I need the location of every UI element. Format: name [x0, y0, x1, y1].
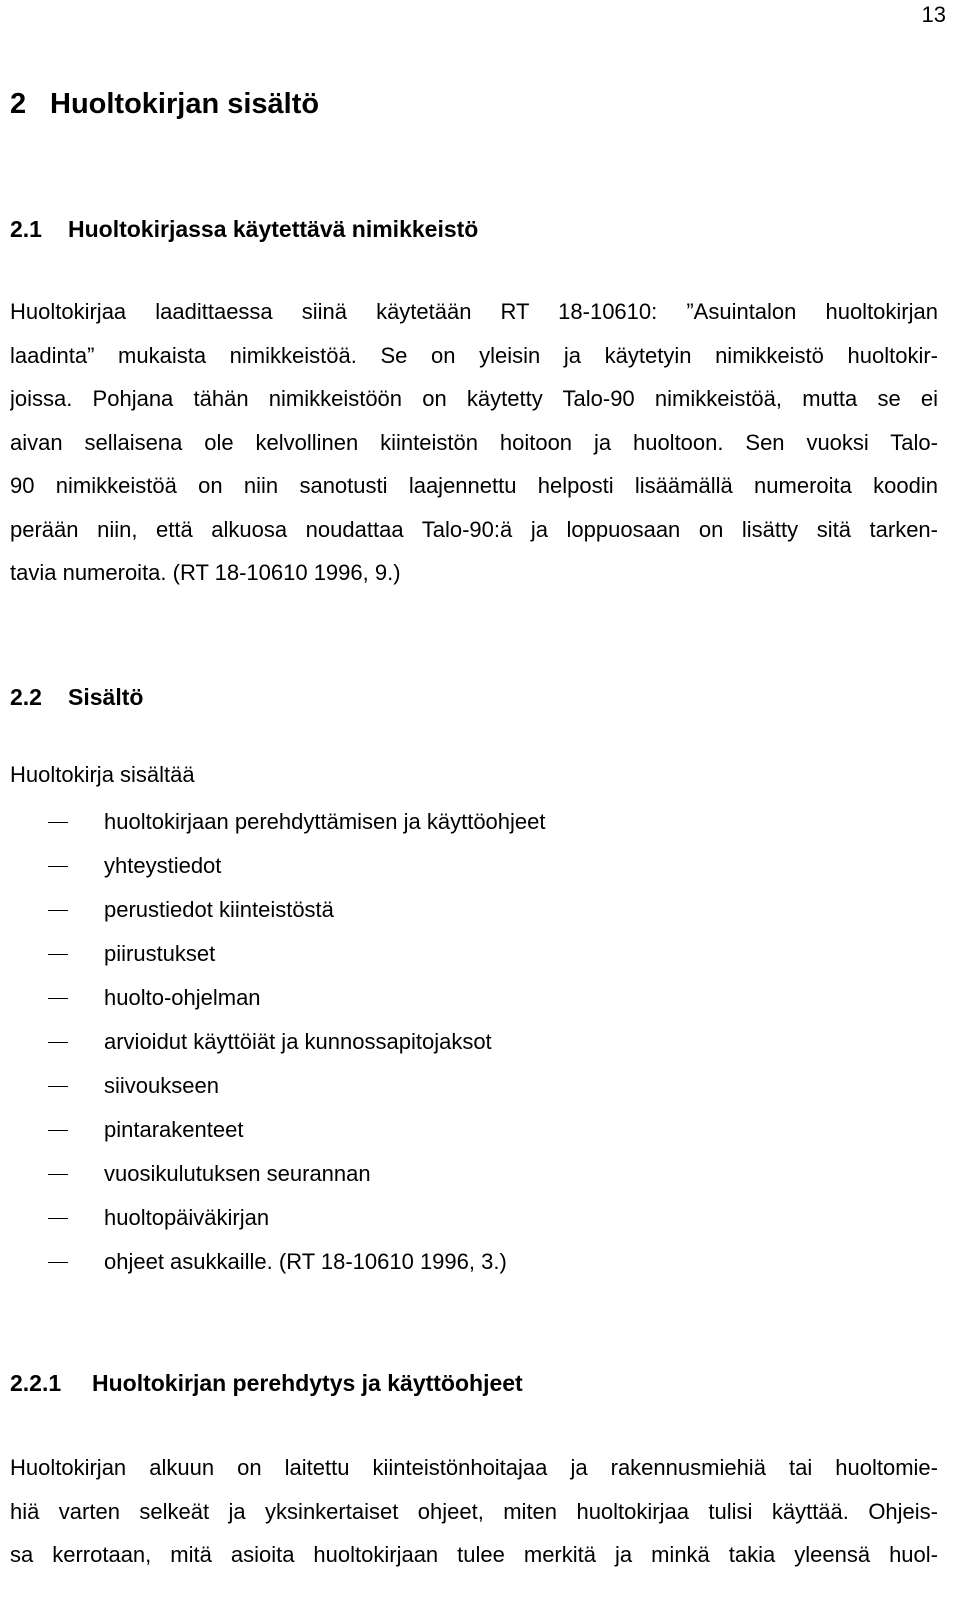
list-item-text: ohjeet asukkaille. (RT 18-10610 1996, 3.)	[104, 1249, 507, 1274]
section-2-2-lead: Huoltokirja sisältää	[10, 762, 195, 787]
section-2-2-1-heading	[10, 1368, 523, 1398]
dash-bullet	[48, 866, 68, 867]
list-item-text: yhteystiedot	[104, 853, 222, 878]
list-item-text: siivoukseen	[104, 1073, 219, 1098]
dash-bullet	[48, 998, 68, 999]
paragraph-line: hiä varten selkeät ja yksinkertaiset ohjeet, miten huoltokirjaa tulisi käyttää. Ohjeis-	[10, 1498, 938, 1524]
dash-bullet	[48, 1042, 68, 1043]
paragraph-line: laadinta” mukaista nimikkeistöä. Se on yleisin ja käytetyin nimikkeistö huoltokir-	[10, 342, 938, 368]
list-item-text: huoltopäiväkirjan	[104, 1205, 270, 1230]
section-2-1-title: Huoltokirjassa käytettävä nimikkeistö	[68, 216, 479, 242]
section-2-1-paragraph	[10, 290, 938, 595]
list-item-text: huoltokirjaan perehdyttämisen ja käyttöohjeet	[104, 809, 546, 834]
list-item-text: pintarakenteet	[104, 1117, 244, 1142]
dash-bullet	[48, 954, 68, 955]
section-2-1-heading	[10, 214, 478, 244]
page-number: 13	[921, 2, 946, 27]
dash-bullet	[48, 1218, 68, 1219]
section-2-2-title: Sisältö	[68, 684, 144, 710]
chapter-number: 2	[10, 88, 27, 120]
list-item-text: vuosikulutuksen seurannan	[104, 1161, 371, 1186]
list-item-text: piirustukset	[104, 941, 216, 966]
list-item-text: perustiedot kiinteistöstä	[104, 897, 334, 922]
paragraph-line: sa kerrotaan, mitä asioita huoltokirjaan tulee merkitä ja minkä takia yleensä huol-	[10, 1542, 938, 1567]
dash-bullet	[48, 822, 68, 823]
chapter-heading	[10, 86, 319, 122]
paragraph-line: 90 nimikkeistöä on niin sanotusti laajennettu helposti lisäämällä numeroita koodin	[10, 473, 938, 498]
paragraph-line: Huoltokirjaa laadittaessa siinä käytetään RT 18-10610: ”Asuintalon huoltokirjan	[10, 299, 938, 324]
chapter-title: Huoltokirjan sisältö	[50, 88, 320, 120]
dash-bullet	[48, 910, 68, 911]
section-2-2-1-number: 2.2.1	[10, 1370, 62, 1396]
section-2-2-1-paragraph	[10, 1446, 938, 1577]
section-2-2-1-title: Huoltokirjan perehdytys ja käyttöohjeet	[92, 1370, 523, 1396]
section-2-2-heading	[10, 682, 143, 712]
dash-bullet	[48, 1174, 68, 1175]
dash-bullet	[48, 1130, 68, 1131]
paragraph-line: joissa. Pohjana tähän nimikkeistöön on käytetty Talo-90 nimikkeistöä, mutta se ei	[10, 386, 938, 411]
paragraph-line: perään niin, että alkuosa noudattaa Talo-90:ä ja loppuosaan on lisätty sitä tarken-	[10, 516, 938, 542]
paragraph-line: aivan sellaisena ole kelvollinen kiinteistön hoitoon ja huoltoon. Sen vuoksi Talo-	[10, 429, 938, 455]
section-2-1-number: 2.1	[10, 216, 42, 242]
paragraph-line: Huoltokirjan alkuun on laitettu kiinteistönhoitajaa ja rakennusmiehiä tai huoltomie-	[10, 1455, 938, 1480]
list-item-text: huolto-ohjelman	[104, 985, 261, 1010]
list-item-text: arvioidut käyttöiät ja kunnossapitojaksot	[104, 1029, 492, 1054]
dash-bullet	[48, 1262, 68, 1263]
paragraph-line: tavia numeroita. (RT 18-10610 1996, 9.)	[10, 560, 401, 585]
dash-bullet	[48, 1086, 68, 1087]
section-2-2-number: 2.2	[10, 684, 42, 710]
